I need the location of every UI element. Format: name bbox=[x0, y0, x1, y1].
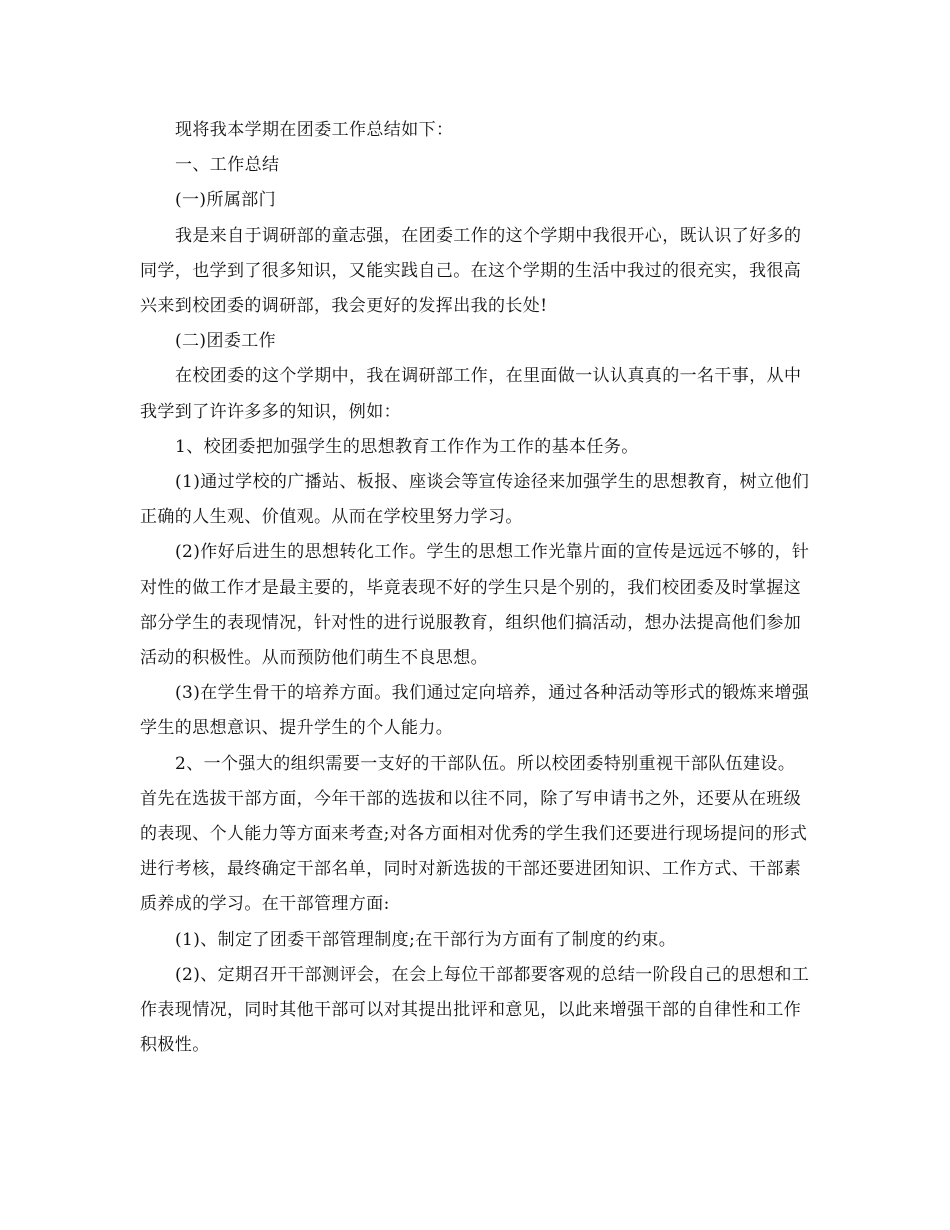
subsection-heading-department: (一)所属部门 bbox=[175, 190, 277, 211]
item-2-paragraph: 2、一个强大的组织需要一支好的干部队伍。所以校团委特别重视干部队伍建设。首先在选拔干部方面，今年干部的选拔和以往不同，除了写申请书之外，还要从在班级的表现、个人能力等方面来考查;对各方面相对优秀的学生我们还要进行现场提问的形式进行考核，最终确定干部名单，同时对新选拔的干部还要进团知识、工作方式、干部素质养成的学习。在干部管理方面: bbox=[140, 753, 808, 915]
item-2-sub-2-paragraph: (2)、定期召开干部测评会，在会上每位干部都要客观的总结一阶段自己的思想和工作表现情况，同时其他干部可以对其提出批评和意见，以此来增强干部的自律性和工作积极性。 bbox=[140, 964, 810, 1056]
subsection-heading-league-work: (二)团委工作 bbox=[175, 331, 277, 352]
section-heading-work-summary: 一、工作总结 bbox=[175, 155, 280, 176]
item-1-sub-3-paragraph: (3)在学生骨干的培养方面。我们通过定向培养，通过各种活动等形式的锻炼来增强学生的思想意识、提升学生的个人能力。 bbox=[140, 683, 810, 739]
item-1-sub-2-paragraph: (2)作好后进生的思想转化工作。学生的思想工作光靠片面的宣传是远远不够的，针对性的做工作才是最主要的，毕竟表现不好的学生只是个别的，我们校团委及时掌握这部分学生的表现情况，针对性的进行说服教育，组织他们搞活动，想办法提高他们参加活动的积极性。从而预防他们萌生不良思想。 bbox=[140, 542, 810, 669]
document-body bbox=[140, 113, 812, 1063]
item-1-sub-1-paragraph: (1)通过学校的广播站、板报、座谈会等宣传途径来加强学生的思想教育，树立他们正确的人生观、价值观。从而在学校里努力学习。 bbox=[140, 472, 810, 528]
league-work-paragraph: 在校团委的这个学期中，我在调研部工作，在里面做一认认真真的一名干事，从中我学到了许许多多的知识，例如： bbox=[140, 366, 802, 422]
item-2-sub-1-paragraph: (1)、制定了团委干部管理制度;在干部行为方面有了制度的约束。 bbox=[175, 929, 677, 950]
item-1-paragraph: 1、校团委把加强学生的思想教育工作作为工作的基本任务。 bbox=[175, 436, 639, 457]
department-paragraph: 我是来自于调研部的童志强，在团委工作的这个学期中我很开心，既认识了好多的同学，也学到了很多知识，又能实践自己。在这个学期的生活中我过的很充实，我很高兴来到校团委的调研部，我会更好的发挥出我的长处! bbox=[140, 225, 802, 317]
intro-paragraph: 现将我本学期在团委工作总结如下： bbox=[175, 120, 454, 140]
